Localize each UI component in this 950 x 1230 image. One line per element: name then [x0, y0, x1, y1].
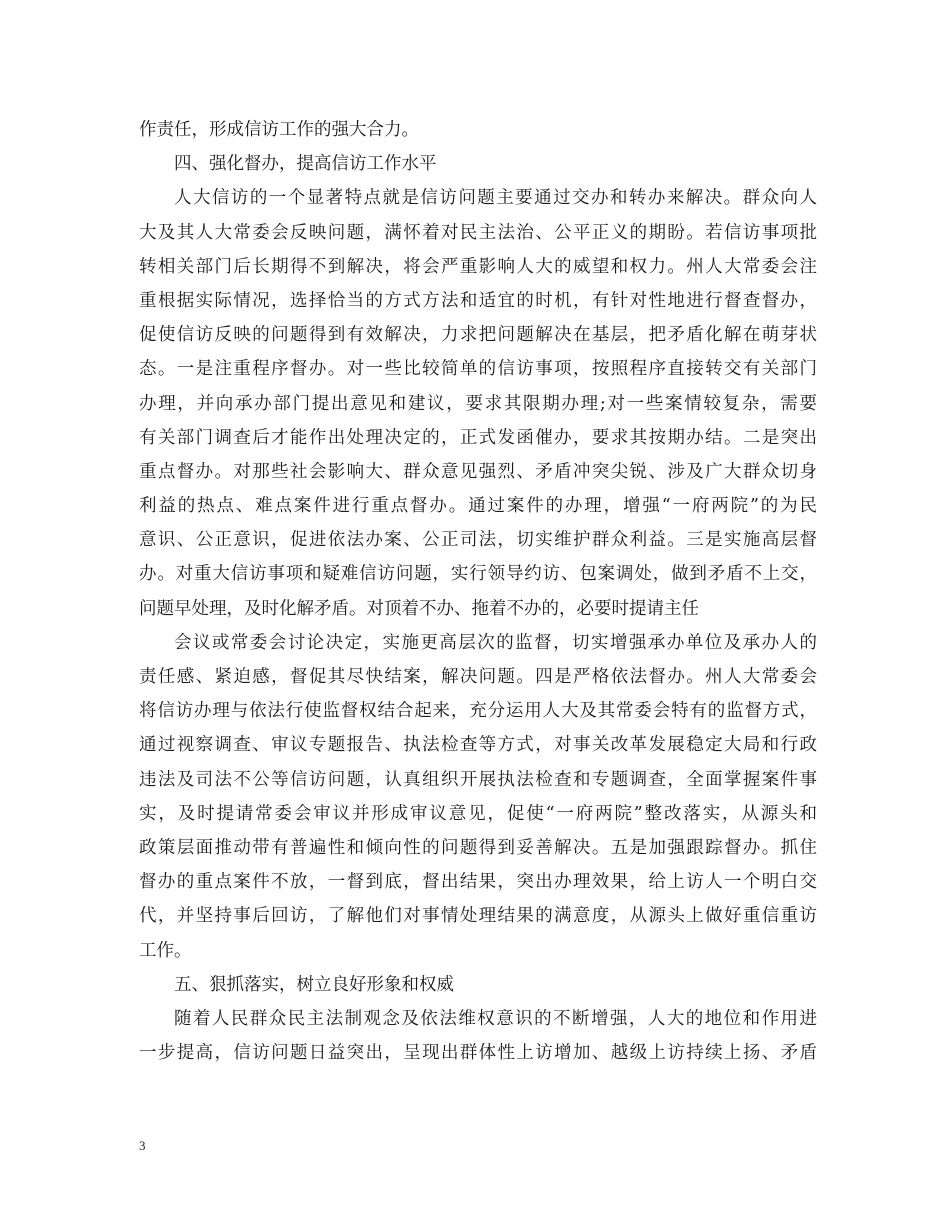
- paragraph-line: 办理，并向承办部门提出意见和建议，要求其限期办理;对一些案情较复杂，需要: [139, 393, 817, 414]
- paragraph-line: 督办的重点案件不放，一督到底，督出结果，突出办理效果，给上访人一个明白交: [139, 872, 817, 893]
- page-number: 3: [139, 1138, 146, 1153]
- paragraph-line: 大及其人大常委会反映问题，满怀着对民主法治、公平正义的期盼。若信访事项批: [139, 222, 817, 243]
- body-text: [139, 113, 817, 1070]
- paragraph-line: 重点督办。对那些社会影响大、群众意见强烈、矛盾冲突尖锐、涉及广大群众切身: [139, 461, 817, 482]
- paragraph-line: 政策层面推动带有普遍性和倾向性的问题得到妥善解决。五是加强跟踪督办。抓住: [139, 837, 817, 858]
- paragraph-line: 办。对重大信访事项和疑难信访问题，实行领导约访、包案调处，做到矛盾不上交，: [139, 564, 817, 585]
- paragraph-line: 问题早处理，及时化解矛盾。对顶着不办、拖着不办的，必要时提请主任: [139, 598, 699, 619]
- paragraph-line: 利益的热点、难点案件进行重点督办。通过案件的办理，增强“一府两院”的为民: [139, 496, 817, 517]
- paragraph-line: 促使信访反映的问题得到有效解决，力求把问题解决在基层，把矛盾化解在萌芽状: [139, 325, 817, 346]
- paragraph-line: 重根据实际情况，选择恰当的方式方法和适宜的时机，有针对性地进行督查督办，: [139, 290, 817, 311]
- paragraph-line: 人大信访的一个显著特点就是信访问题主要通过交办和转办来解决。群众向人: [174, 188, 817, 209]
- paragraph-line: 通过视察调查、审议专题报告、执法检查等方式，对事关改革发展稳定大局和行政: [139, 735, 817, 756]
- paragraph-line: 意识、公正意识，促进依法办案、公正司法，切实维护群众利益。三是实施高层督: [139, 530, 817, 551]
- paragraph-line: 实，及时提请常委会审议并形成审议意见，促使“一府两院”整改落实，从源头和: [139, 803, 817, 824]
- paragraph-line: 转相关部门后长期得不到解决，将会严重影响人大的威望和权力。州人大常委会注: [139, 256, 817, 277]
- section-heading-implementation: 五、狠抓落实，树立良好形象和权威: [174, 974, 454, 995]
- paragraph-line: 作责任，形成信访工作的强大合力。: [139, 120, 419, 140]
- paragraph-line: 责任感、紧迫感，督促其尽快结案，解决问题。四是严格依法督办。州人大常委会: [139, 667, 817, 687]
- paragraph-line: 违法及司法不公等信访问题，认真组织开展执法检查和专题调查，全面掌握案件事: [139, 769, 817, 790]
- paragraph-line: 将信访办理与依法行使监督权结合起来，充分运用人大及其常委会特有的监督方式，: [139, 701, 817, 722]
- paragraph-line: 工作。: [139, 940, 192, 961]
- paragraph-line: 一步提高，信访问题日益突出，呈现出群体性上访增加、越级上访持续上扬、矛盾: [139, 1043, 817, 1064]
- paragraph-line: 随着人民群众民主法制观念及依法维权意识的不断增强，人大的地位和作用进: [174, 1008, 817, 1029]
- paragraph-line: 态。一是注重程序督办。对一些比较简单的信访事项，按照程序直接转交有关部门: [139, 359, 817, 380]
- paragraph-line: 有关部门调查后才能作出处理决定的，正式发函催办，要求其按期办结。二是突出: [139, 427, 817, 448]
- paragraph-line: 会议或常委会讨论决定，实施更高层次的监督，切实增强承办单位及承办人的: [174, 632, 817, 653]
- paragraph-line: 代，并坚持事后回访，了解他们对事情处理结果的满意度，从源头上做好重信重访: [139, 906, 817, 927]
- section-heading-supervision: 四、强化督办，提高信访工作水平: [174, 154, 437, 175]
